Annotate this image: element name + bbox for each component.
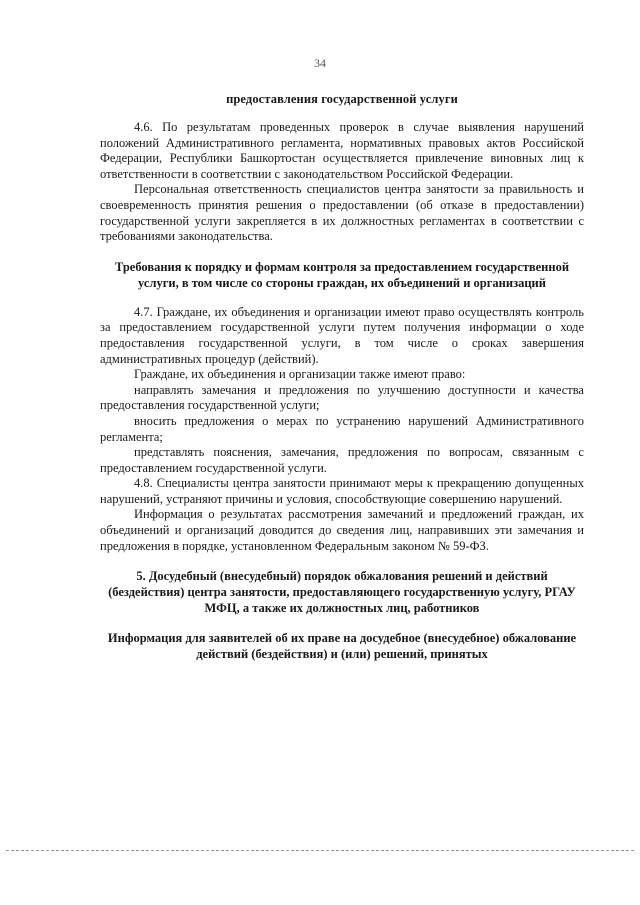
page-bottom-rule — [6, 850, 634, 851]
document-body — [100, 92, 584, 676]
paragraph-results-info: Информация о результатах рассмотрения замечаний и предложений граждан, их объединений и организаций доводится до сведения лиц, направивших эти замечания и предложения в порядке, установленном Федеральным законом № 59-ФЗ. — [100, 507, 584, 553]
paragraph-rights-intro: Граждане, их объединения и организации также имеют право: — [134, 367, 466, 382]
list-item-explanations: представлять пояснения, замечания, предложения по вопросам, связанным с предоставлением государственной услуги. — [100, 445, 584, 475]
paragraph-personal-responsibility: Персональная ответственность специалистов центра занятости за правильность и своевременность принятия решения о предоставлении (об отказе в предоставлении) государственной услуги закрепляется в их должностных регламентах в соответствии с требованиями законодательства. — [100, 182, 584, 244]
section-heading-5: 5. Досудебный (внесудебный) порядок обжалования решений и действий (бездействия) центра занятости, предоставляющего государственную услугу, РГАУ МФЦ, а также их должностных лиц, работников — [108, 569, 576, 616]
section-heading-control-requirements: Требования к порядку и формам контроля за предоставлением государственной услуги, в том числе со стороны граждан, их объединений и организаций — [114, 259, 570, 290]
page-number: 34 — [314, 56, 326, 70]
paragraph-4-8: 4.8. Специалисты центра занятости принимают меры к прекращению допущенных нарушений, устраняют причины и условия, способствующие совершению нарушений. — [100, 476, 584, 506]
list-item-send-remarks: направлять замечания и предложения по улучшению доступности и качества предоставления государственной услуги; — [100, 382, 584, 413]
paragraph-4-7: 4.7. Граждане, их объединения и организации имеют право осуществлять контроль за предоставлением государственной услуги путем получения информации о ходе предоставления государственной услуги, в том числе о сроках завершения административных процедур (действий). — [100, 304, 584, 366]
section-heading-appeal-info: Информация для заявителей об их праве на досудебное (внесудебное) обжалование действий (бездействия) и (или) решений, принятых — [107, 631, 577, 662]
running-head: предоставления государственной услуги — [226, 92, 458, 106]
paragraph-4-6: 4.6. По результатам проведенных проверок в случае выявления нарушений положений Административного регламента, нормативных правовых актов Российской Федерации, Республики Башкортостан осуществляется привлечение виновных лиц к ответственности в соответствии с законодательством Российской Федерации. — [100, 120, 584, 181]
list-item-proposals: вносить предложения о мерах по устранению нарушений Административного регламента; — [100, 413, 584, 444]
